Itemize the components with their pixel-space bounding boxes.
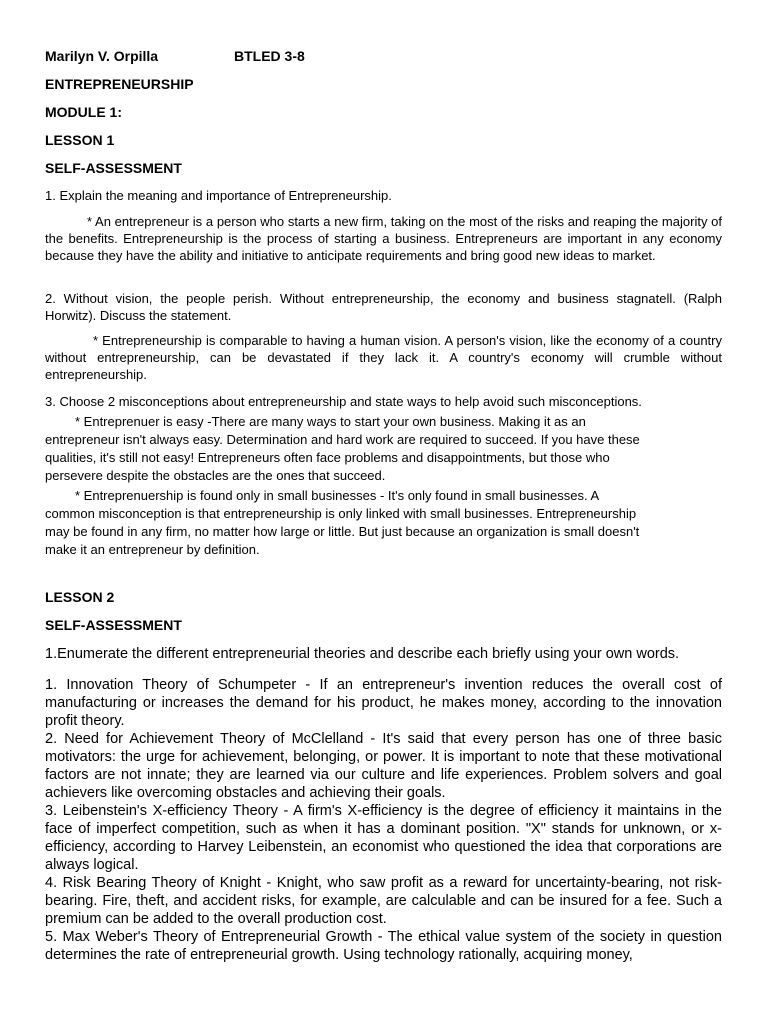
lesson1-question-3: 3. Choose 2 misconceptions about entrepreneurship and state ways to help avoid such misconceptions. bbox=[45, 394, 642, 409]
theory-list bbox=[45, 676, 722, 964]
misconception-1 bbox=[45, 413, 722, 485]
lesson1-answer-2: * Entrepreneurship is comparable to having a human vision. A person's vision, like the economy of a country without entrepreneurship, can be devastated if they lack it. A country's economy will crumble without entrepreneurship. bbox=[45, 333, 722, 382]
student-section: BTLED 3-8 bbox=[234, 48, 305, 64]
student-header bbox=[45, 48, 722, 65]
lesson1-self-assessment-heading: SELF-ASSESSMENT bbox=[45, 160, 182, 176]
student-name: Marilyn V. Orpilla bbox=[45, 48, 159, 64]
misconception-1-line: * Entreprenuer is easy -There are many ways to start your own business. Making it as an bbox=[75, 414, 586, 429]
misconception-2-line: may be found in any firm, no matter how large or little. But just because an organization is small doesn't bbox=[45, 524, 640, 539]
theory-item: 4. Risk Bearing Theory of Knight - Knight, who saw profit as a reward for uncertainty-bearing, not risk-bearing. Fire, theft, and accident risks, for example, are calculable and can be insured for a fee. Such a premium can be added to the overall production cost. bbox=[45, 875, 722, 927]
theory-item: 5. Max Weber's Theory of Entrepreneurial Growth - The ethical value system of the society in question determines the rate of entrepreneurial growth. Using technology rationally, acquiring money, bbox=[45, 929, 722, 963]
theory-item: 1. Innovation Theory of Schumpeter - If an entrepreneur's invention reduces the overall cost of manufacturing or increases the demand for his product, he makes money, according to the innovation profit theory. bbox=[45, 677, 722, 729]
theory-item: 2. Need for Achievement Theory of McClelland - It's said that every person has one of three basic motivators: the urge for achievement, belonging, or power. It is important to note that these motivational factors are not innate; they are learned via our culture and life experiences. Problem solvers and goal achievers like overcoming obstacles and achieving their goals. bbox=[45, 731, 722, 801]
misconception-2-line: common misconception is that entrepreneurship is only linked with small businesses. Entrepreneurship bbox=[45, 506, 637, 521]
lesson1-answer-1: * An entrepreneur is a person who starts a new firm, taking on the most of the risks and reaping the majority of the benefits. Entrepreneurship is the process of starting a business. Entrepreneurs are important in any economy because they have the ability and initiative to anticipate requirements and bring good new ideas to market. bbox=[45, 214, 722, 263]
misconception-1-line: persevere despite the obstacles are the ones that succeed. bbox=[45, 468, 386, 483]
misconception-1-line: entrepreneur isn't always easy. Determination and hard work are required to succeed. If you have these bbox=[45, 432, 640, 447]
misconception-2-line: make it an entrepreneur by definition. bbox=[45, 542, 260, 557]
lesson1-heading: LESSON 1 bbox=[45, 132, 115, 148]
lesson2-heading: LESSON 2 bbox=[45, 589, 115, 605]
lesson1-question-1: 1. Explain the meaning and importance of Entrepreneurship. bbox=[45, 188, 392, 203]
lesson2-question-1: 1.Enumerate the different entrepreneurial theories and describe each briefly using your own words. bbox=[45, 646, 680, 662]
misconception-1-line: qualities, it's still not easy! Entrepreneurs often face problems and disappointments, but those who bbox=[45, 450, 610, 465]
lesson2-self-assessment-heading: SELF-ASSESSMENT bbox=[45, 617, 182, 633]
misconception-2 bbox=[45, 487, 722, 559]
theory-item: 3. Leibenstein's X-efficiency Theory - A firm's X-efficiency is the degree of efficiency it maintains in the face of imperfect competition, such as when it has a dominant position. "X" stands for unknown, or x-efficiency, according to Harvey Leibenstein, an economist who questioned the idea that corporations are always logical. bbox=[45, 803, 722, 873]
module-heading: MODULE 1: bbox=[45, 104, 122, 120]
lesson1-question-2: 2. Without vision, the people perish. Without entrepreneurship, the economy and business stagnatell. (Ralph Horwitz). Discuss the statement. bbox=[45, 291, 722, 323]
subject-heading: ENTREPRENEURSHIP bbox=[45, 76, 194, 92]
misconception-2-line: * Entreprenuership is found only in small businesses - It's only found in small businesses. A bbox=[75, 488, 600, 503]
